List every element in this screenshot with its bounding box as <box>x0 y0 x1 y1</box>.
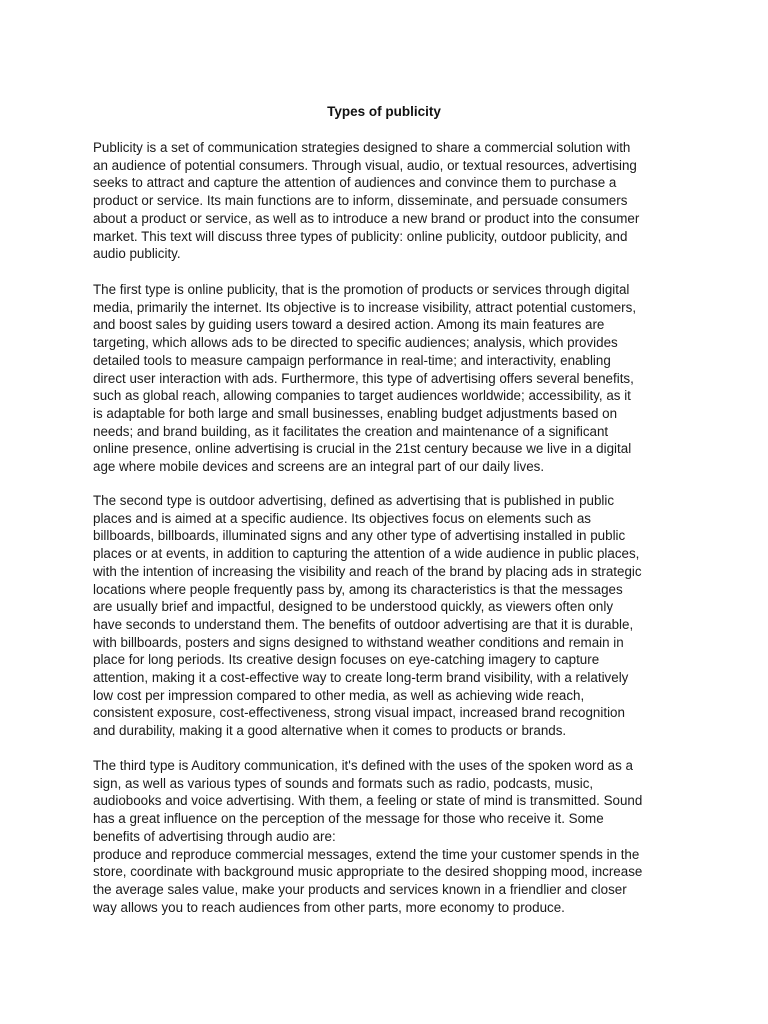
text-line: place for long periods. Its creative design focuses on eye-catching imagery to capture <box>93 652 600 668</box>
text-line: detailed tools to measure campaign performance in real-time; and interactivity, enabling <box>93 352 611 368</box>
text-line: store, coordinate with background music appropriate to the desired shopping mood, increase <box>93 864 643 880</box>
text-line: consistent exposure, cost-effectiveness, strong visual impact, increased brand recognition <box>93 705 625 721</box>
text-line: media, primarily the internet. Its objective is to increase visibility, attract potential customers, <box>93 299 637 315</box>
text-line: and durability, making it a good alternative when it comes to products or brands. <box>93 723 567 739</box>
text-line: low cost per impression compared to other media, as well as achieving wide reach, <box>93 687 585 703</box>
text-line: age where mobile devices and screens are an integral part of our daily lives. <box>93 459 545 475</box>
text-line: sign, as well as various types of sounds and formats such as radio, podcasts, music, <box>93 775 594 791</box>
text-line: locations where people frequently pass by, among its characteristics is that the messages <box>93 581 623 597</box>
text-line: is adaptable for both large and small businesses, enabling budget adjustments based on <box>93 405 618 421</box>
text-line: an audience of potential consumers. Through visual, audio, or textual resources, advertising <box>93 157 637 173</box>
text-line: with the intention of increasing the visibility and reach of the brand by placing ads in strategic <box>93 563 642 579</box>
text-line: about a product or service, as well as to introduce a new brand or product into the consumer <box>93 210 640 226</box>
text-line: market. This text will discuss three types of publicity: online publicity, outdoor publicity, and <box>93 228 628 244</box>
text-line: such as global reach, allowing companies to target audiences worldwide; accessibility, as it <box>93 388 631 404</box>
text-line: are usually brief and impactful, designed to be understood quickly, as viewers often only <box>93 599 614 615</box>
paragraph-auditory-communication <box>93 757 693 916</box>
paragraph-online-publicity <box>93 281 693 476</box>
text-line: the average sales value, make your products and services known in a friendlier and closer <box>93 881 627 897</box>
document-title: Types of publicity <box>327 104 441 119</box>
text-line: attention, making it a cost-effective way to create long-term brand visibility, with a relatively <box>93 670 629 686</box>
text-line: The third type is Auditory communication, it's defined with the uses of the spoken word as a <box>93 758 633 773</box>
text-line: audiobooks and voice advertising. With them, a feeling or state of mind is transmitted. Sound <box>93 793 643 809</box>
text-line: seeks to attract and capture the attention of audiences and convince them to purchase a <box>93 175 617 191</box>
text-line: benefits of advertising through audio are: <box>93 828 336 844</box>
text-line: billboards, billboards, illuminated signs and any other type of advertising installed in public <box>93 528 626 544</box>
text-line: and boost sales by guiding users toward a desired action. Among its main features are <box>93 317 605 333</box>
text-line: has a great influence on the perception of the message for those who receive it. Some <box>93 811 604 827</box>
text-line: Publicity is a set of communication strategies designed to share a commercial solution with <box>93 140 631 155</box>
text-line: online presence, online advertising is crucial in the 21st century because we live in a digital <box>93 441 632 457</box>
text-line: The first type is online publicity, that is the promotion of products or services through digital <box>93 282 630 297</box>
text-line: targeting, which allows ads to be directed to specific audiences; analysis, which provides <box>93 335 618 351</box>
text-line: audio publicity. <box>93 246 181 262</box>
text-line: with billboards, posters and signs designed to withstand weather conditions and remain in <box>93 634 624 650</box>
paragraph-intro <box>93 139 693 263</box>
text-line: places or at events, in addition to capturing the attention of a wide audience in public places, <box>93 546 640 562</box>
text-line: needs; and brand building, as it facilitates the creation and maintenance of a significant <box>93 423 609 439</box>
text-line: have seconds to understand them. The benefits of outdoor advertising are that it is durable, <box>93 616 634 632</box>
text-line: direct user interaction with ads. Furthermore, this type of advertising offers several benefits, <box>93 370 634 386</box>
paragraph-outdoor-advertising <box>93 492 693 740</box>
text-line: way allows you to reach audiences from other parts, more economy to produce. <box>93 899 565 915</box>
text-line: places and is aimed at a specific audience. Its objectives focus on elements such as <box>93 510 591 526</box>
text-line: produce and reproduce commercial messages, extend the time your customer spends in the <box>93 846 640 862</box>
text-line: product or service. Its main functions are to inform, disseminate, and persuade consumers <box>93 193 628 209</box>
text-line: The second type is outdoor advertising, defined as advertising that is published in public <box>93 493 615 508</box>
